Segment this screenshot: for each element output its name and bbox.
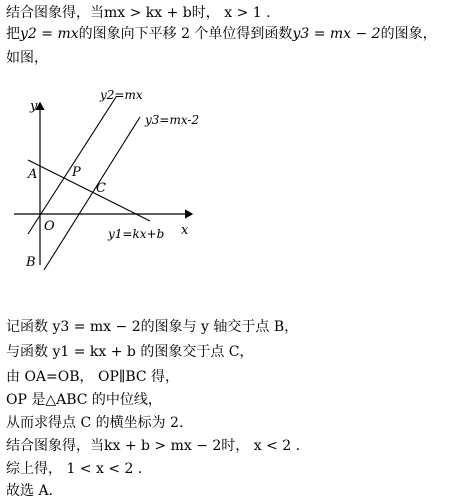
axis-label-x: x [181,223,189,238]
equation-y2: y2 = mx [20,26,79,42]
text-line-6: 由 OA=OB， OP∥BC 得， [6,369,180,385]
point-label-c: C [96,181,106,196]
coordinate-figure [0,86,260,291]
text-line-7: OP 是△ABC 的中位线， [6,392,162,408]
axis-label-y: y [30,99,38,114]
line-y1 [28,160,150,221]
text-line-2-suffix: 的图象， [380,26,437,42]
label-y3: y3=mx-2 [145,113,200,127]
line-y3 [44,117,140,270]
text-line-8: 从而求得点 C 的横坐标为 2. [6,415,184,431]
label-y2: y2=mx [100,88,143,102]
text-line-2-middle: 的图象向下平移 2 个单位得到函数 [78,26,293,42]
text-line-4: 记函数 y3 = mx − 2的图象与 y 轴交于点 B， [6,319,299,335]
point-label-a: A [28,167,38,182]
text-line-2 [6,25,437,43]
text-line-10: 综上得， 1 < x < 2 . [6,461,143,477]
point-label-p: P [72,165,81,180]
point-label-b: B [26,255,36,270]
text-line-5: 与函数 y1 = kx + b 的图象交于点 C， [6,344,254,360]
point-label-o: O [44,219,55,234]
text-line-2-prefix: 把 [6,26,20,42]
text-line-11: 故选 A. [6,483,54,499]
label-y1: y1=kx+b [108,227,165,241]
equation-y3: y3 = mx − 2 [292,26,381,42]
text-line-3: 如图， [6,50,48,66]
text-line-9: 结合图象得，当kx + b > mx − 2时， x < 2 . [6,438,301,454]
text-line-1: 结合图象得，当mx > kx + b时， x > 1 . [6,5,271,21]
